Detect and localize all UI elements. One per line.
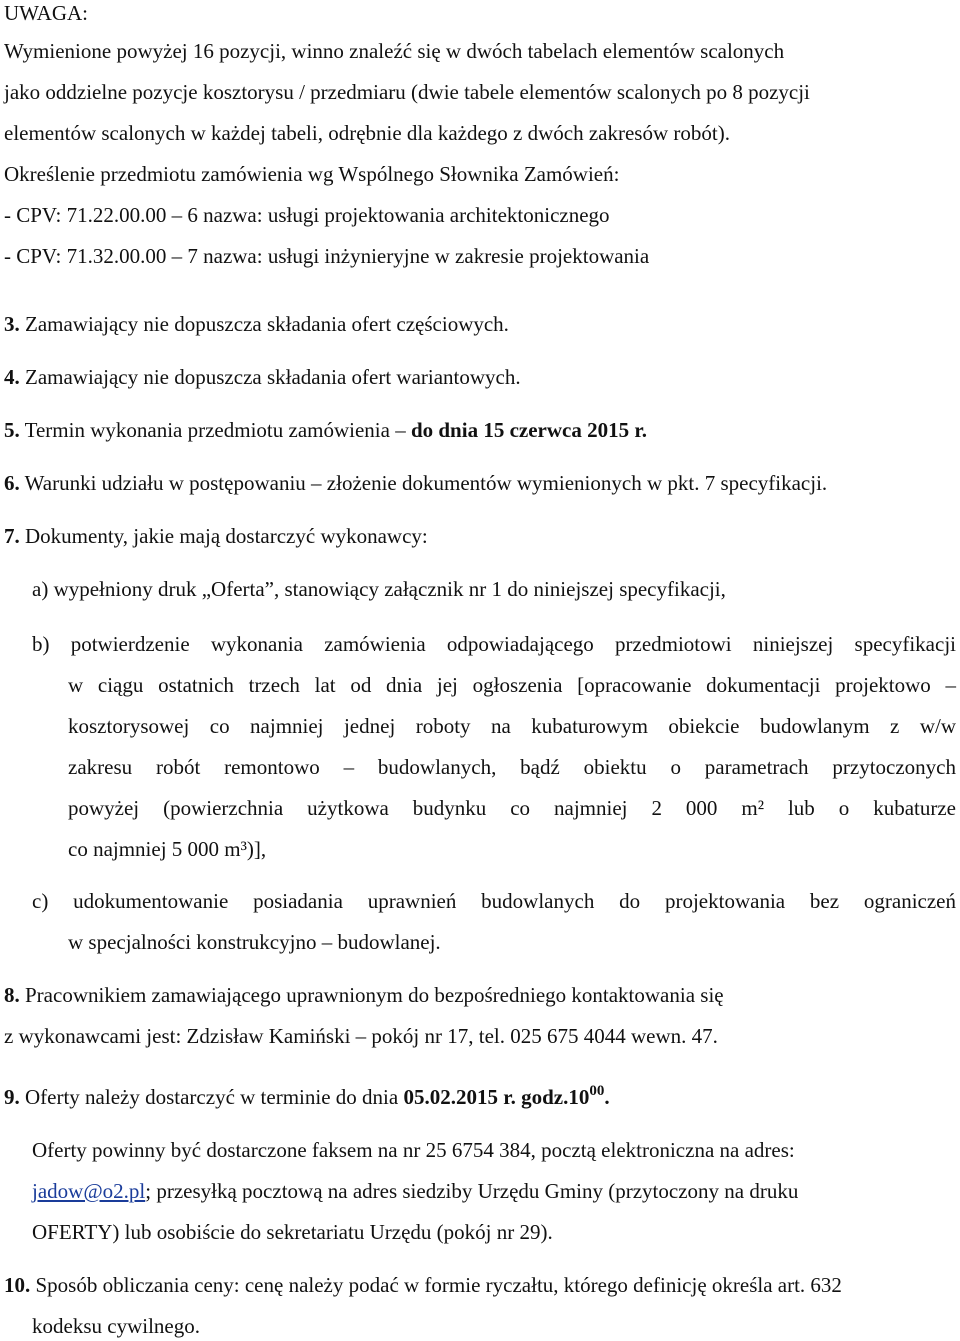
section-4 xyxy=(4,364,521,391)
cpv-line-1: - CPV: 71.22.00.00 – 6 nazwa: usługi projektowania architektonicznego xyxy=(4,203,610,227)
item-b-line-2: w ciągu ostatnich trzech lat od dnia jej ogłoszenia [opracowanie dokumentacji projektowo – xyxy=(68,673,956,697)
section-3-number: 3. xyxy=(4,312,20,336)
section-6-number: 6. xyxy=(4,471,20,495)
cpv-line-2: - CPV: 71.32.00.00 – 7 nazwa: usługi inżynieryjne w zakresie projektowania xyxy=(4,244,650,268)
section-5-text: Termin wykonania przedmiotu zamówienia – xyxy=(19,418,411,442)
section-8 xyxy=(4,982,724,1009)
section-10-number: 10. xyxy=(4,1273,31,1297)
section-5-number: 5. xyxy=(4,418,20,442)
section-9 xyxy=(4,1084,610,1114)
section-9-para-line-2 xyxy=(32,1178,798,1205)
section-8-line-2: z wykonawcami jest: Zdzisław Kamiński – pokój nr 17, tel. 025 675 4044 wewn. 47. xyxy=(4,1024,718,1048)
section-9-para-line-1: Oferty powinny być dostarczone faksem na nr 25 6754 384, pocztą elektroniczna na adres: xyxy=(32,1138,795,1162)
item-b-line-1: b) potwierdzenie wykonania zamówienia odpowiadającego przedmiotowi niniejszej specyfikacji xyxy=(32,632,956,656)
section-5-deadline: do dnia 15 czerwca 2015 r. xyxy=(410,418,647,442)
section-10 xyxy=(4,1272,842,1299)
uwaga-line-3: elementów scalonych w każdej tabeli, odrębnie dla każdego z dwóch zakresów robót). xyxy=(4,121,730,145)
section-5 xyxy=(4,417,647,444)
section-6 xyxy=(4,470,827,497)
item-c-line-1: c) udokumentowanie posiadania uprawnień budowlanych do projektowania bez ograniczeń xyxy=(32,889,956,913)
section-9-hour-superscript: 00 xyxy=(589,1083,605,1099)
section-6-text: Warunki udziału w postępowaniu – złożenie dokumentów wymienionych w pkt. 7 specyfikacji. xyxy=(19,471,828,495)
item-a: a) wypełniony druk „Oferta”, stanowiący załącznik nr 1 do niniejszej specyfikacji, xyxy=(32,577,726,601)
section-4-text: Zamawiający nie dopuszcza składania ofert wariantowych. xyxy=(19,365,521,389)
uwaga-line-2: jako oddzielne pozycje kosztorysu / przedmiaru (dwie tabele elementów scalonych po 8 pozycji xyxy=(4,80,810,104)
item-b-line-6: co najmniej 5 000 m³)], xyxy=(68,837,267,861)
section-3 xyxy=(4,311,509,338)
section-4-number: 4. xyxy=(4,365,20,389)
section-7-text: Dokumenty, jakie mają dostarczyć wykonawcy: xyxy=(19,524,428,548)
section-10-line-1: Sposób obliczania ceny: cenę należy podać w formie ryczałtu, którego definicję określa art. 632 xyxy=(30,1273,842,1297)
uwaga-line-1: Wymienione powyżej 16 pozycji, winno znaleźć się w dwóch tabelach elementów scalonych xyxy=(4,39,785,63)
section-9-para-line-2-rest: ; przesyłką pocztową na adres siedziby Urzędu Gminy (przytoczony na druku xyxy=(145,1179,799,1203)
item-c-line-2: w specjalności konstrukcyjno – budowlanej. xyxy=(68,930,441,954)
section-9-text: Oferty należy dostarczyć w terminie do dnia xyxy=(19,1085,404,1109)
uwaga-heading: UWAGA: xyxy=(4,1,88,25)
section-8-line-1: Pracownikiem zamawiającego uprawnionym do bezpośredniego kontaktowania się xyxy=(19,983,724,1007)
section-3-text: Zamawiający nie dopuszcza składania ofert częściowych. xyxy=(19,312,509,336)
item-b-line-5: powyżej (powierzchnia użytkowa budynku co najmniej 2 000 m² lub o kubaturze xyxy=(68,796,956,820)
section-9-para-line-3: OFERTY) lub osobiście do sekretariatu Urzędu (pokój nr 29). xyxy=(32,1220,553,1244)
section-7-number: 7. xyxy=(4,524,20,548)
section-8-number: 8. xyxy=(4,983,20,1007)
section-9-dot: . xyxy=(604,1085,610,1109)
section-9-deadline: 05.02.2015 r. godz.10 xyxy=(403,1085,590,1109)
item-b-line-4: zakresu robót remontowo – budowlanych, bądź obiektu o parametrach przytoczonych xyxy=(68,755,956,779)
uwaga-line-4: Określenie przedmiotu zamówienia wg Wspólnego Słownika Zamówień: xyxy=(4,162,620,186)
section-9-number: 9. xyxy=(4,1085,20,1109)
email-link[interactable]: jadow@o2.pl xyxy=(32,1179,146,1203)
item-b-line-3: kosztorysowej co najmniej jednej roboty na kubaturowym obiekcie budowlanym z w/w xyxy=(68,714,956,738)
section-7 xyxy=(4,523,428,550)
section-10-line-2: kodeksu cywilnego. xyxy=(32,1314,200,1338)
